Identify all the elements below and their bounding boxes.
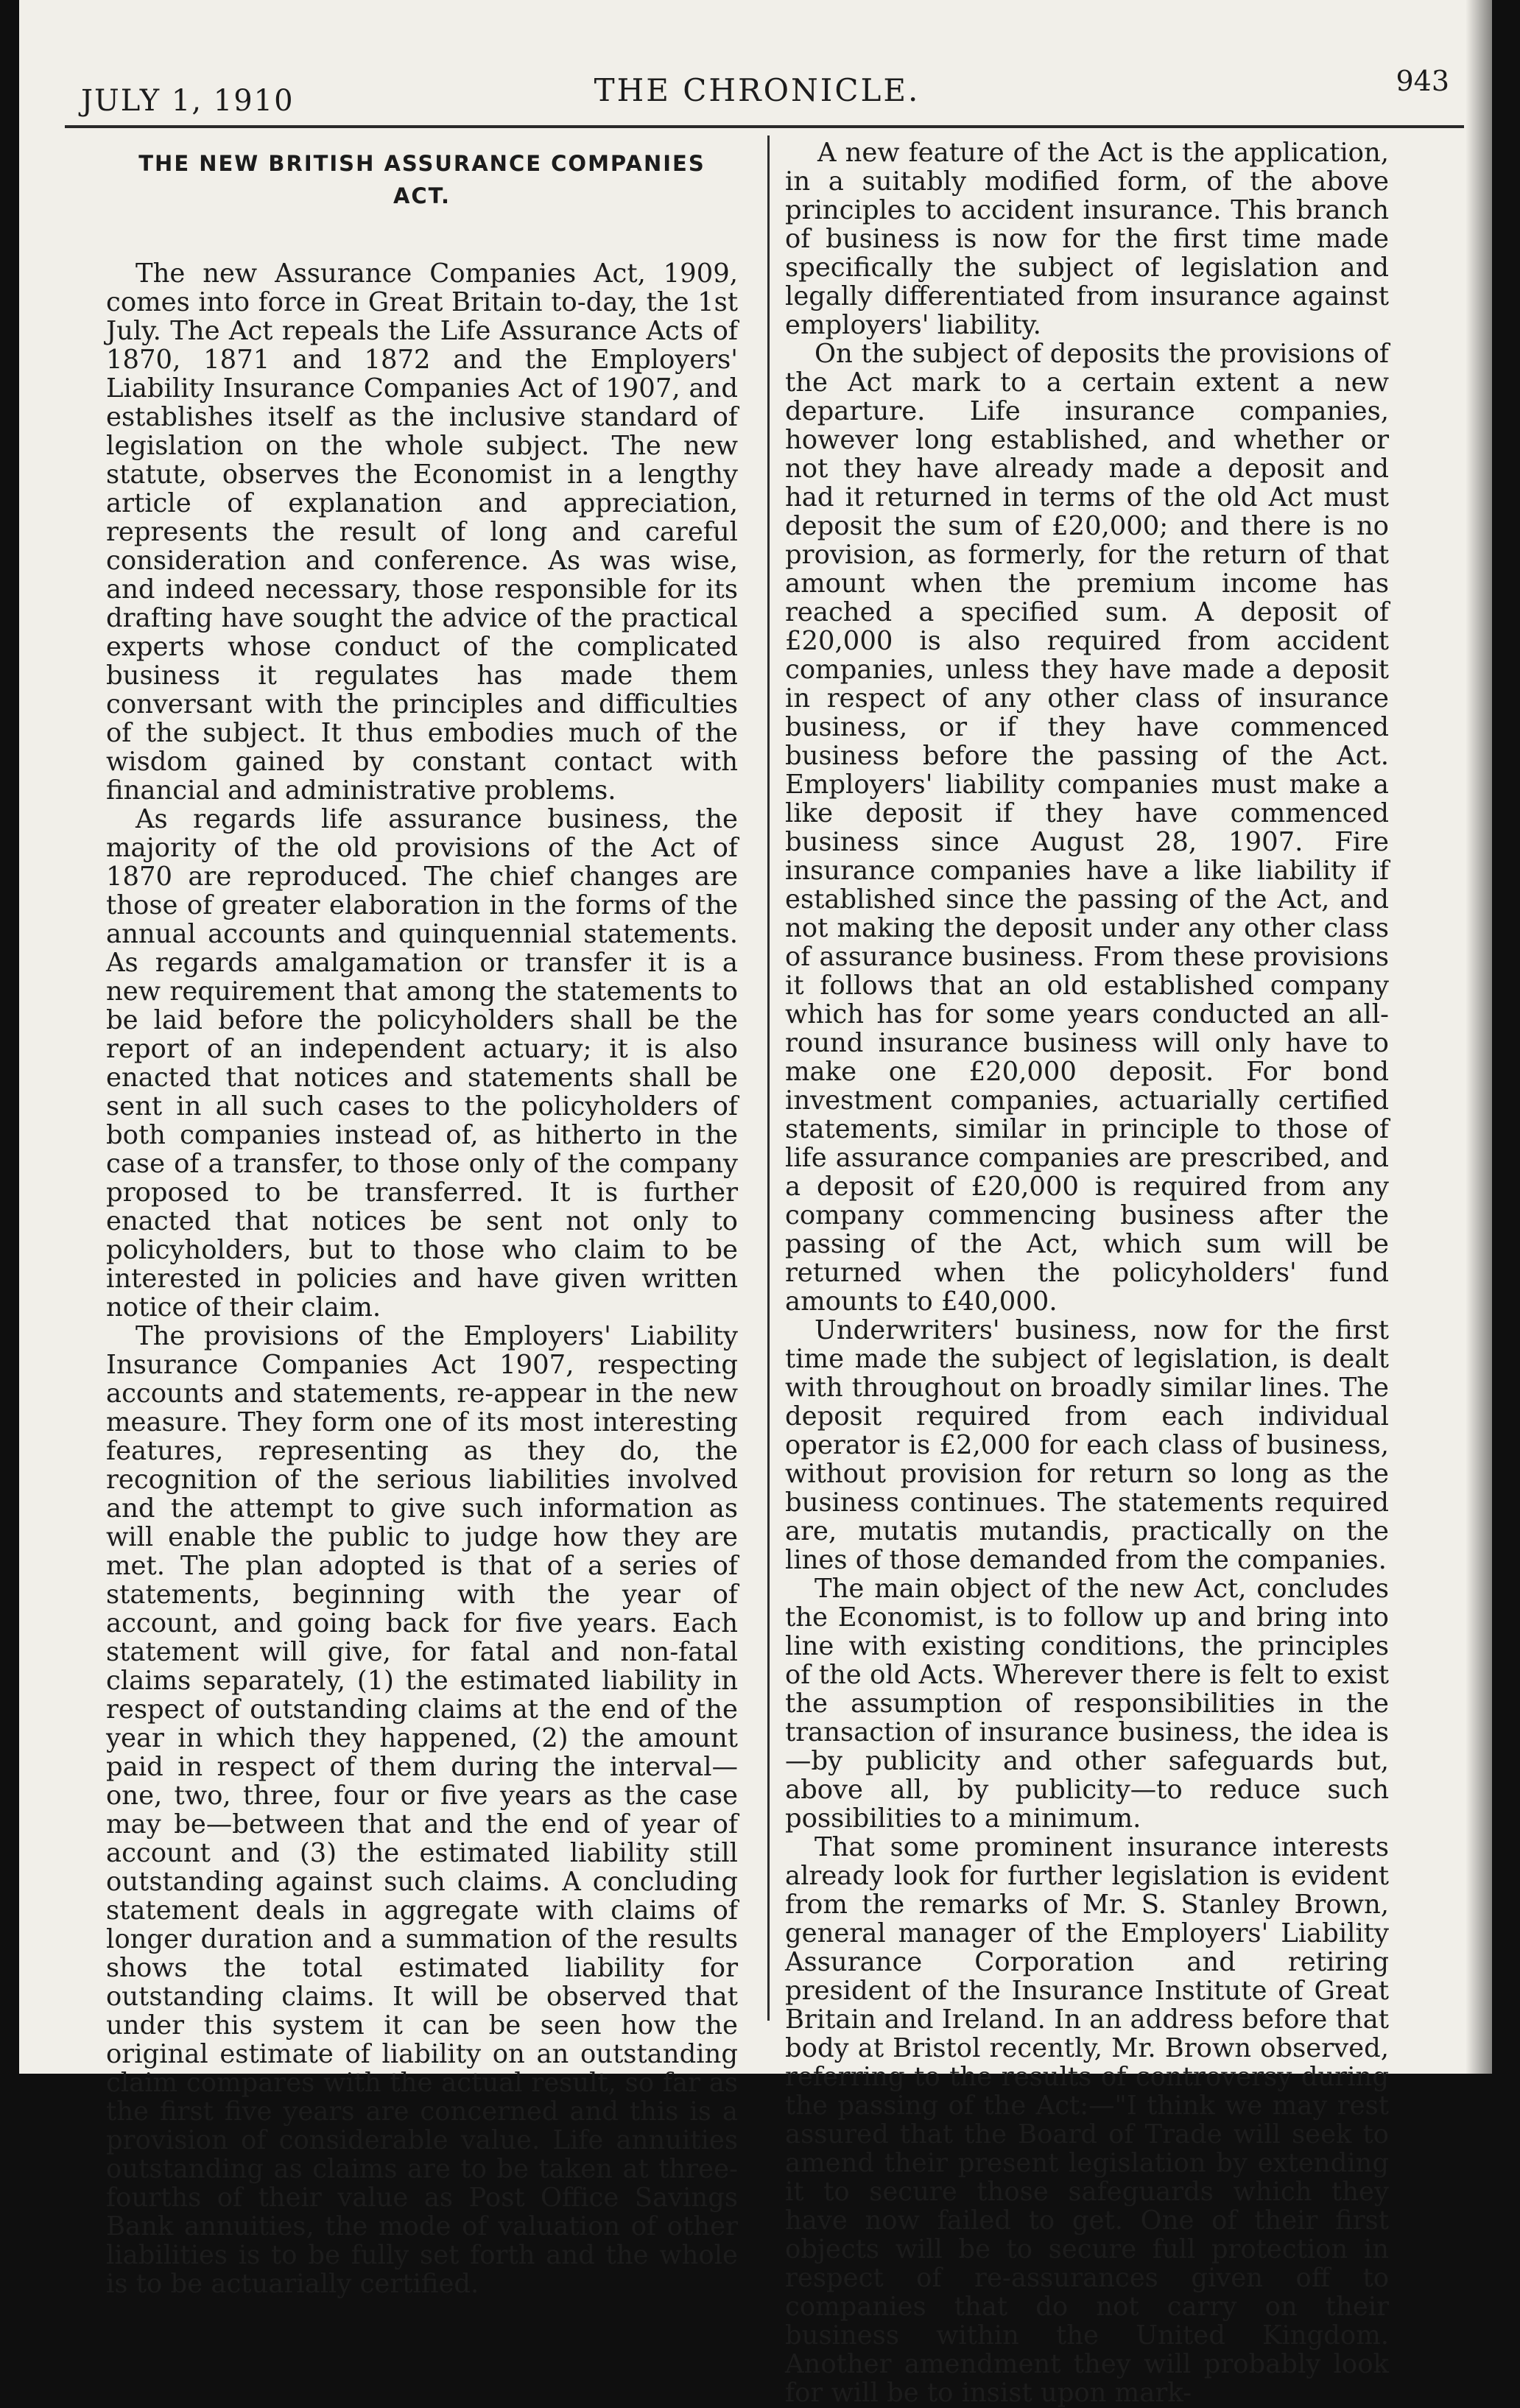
article-title: THE NEW BRITISH ASSURANCE COMPANIES ACT.: [138, 151, 706, 208]
column-divider: [767, 135, 770, 2021]
newspaper-page: [19, 0, 1492, 2408]
issue-date: JULY 1, 1910: [81, 84, 295, 118]
page-header: [65, 65, 1449, 116]
paragraph: The new Assurance Companies Act, 1909, comes into force in Great Britain to-day, the 1st July. The Act repeals the Life Assurance Acts of 1870, 1871 and 1872 and the Employers' Liability Insurance Companies Act of 1907, and establishes itself as the inclusive standard of legislation on the whole subject. The new statute, observes the Economist in a lengthy article of explanation and appreciation, represents the result of long and careful consideration and conference. As was wise, and indeed necessary, those responsible for its drafting have sought the advice of the practical experts whose conduct of the complicated business it regulates has made them conversant with the principles and difficulties of the subject. It thus embodies much of the wisdom gained by constant contact with financial and administrative problems.: [106, 258, 738, 806]
paragraph: On the subject of deposits the provisions of the Act mark to a certain extent a new departure. Life insurance companies, however long established, and whether or not they have already made a deposit and had it returned in terms of the old Act must deposit the sum of £20,000; and there is no provision, as formerly, for the return of that amount when the premium income has reached a specified sum. A deposit of £20,000 is also required from accident companies, unless they have made a deposit in respect of any other class of insurance business, or if they have commenced business before the passing of the Act. Employers' liability companies must make a like deposit if they have commenced business since August 28, 1907. Fire insurance companies have a like liability if established since the passing of the Act, and not making the deposit under any other class of assurance business. From these provisions it follows that an old established company which has for some years conducted an all-round insurance business will only have to make one £20,000 deposit. For bond investment companies, actuarially certified statements, similar in principle to those of life assurance companies are prescribed, and a deposit of £20,000 is required from any company commencing business after the passing of the Act, which sum will be returned when the policyholders' fund amounts to £40,000.: [785, 339, 1389, 1317]
page-number: 943: [1396, 65, 1449, 97]
paragraph: That some prominent insurance interests already look for further legislation is evident from the remarks of Mr. S. Stanley Brown, general manager of the Employers' Liability Assurance Corporation and retiring president of the Insurance Institute of Great Britain and Ireland. In an address before that body at Bristol recently, Mr. Brown observed, referring to the results of controversy during the passing of the Act:—"I think we may rest assured that the Board of Trade will seek to amend their present legislation by extending it to secure those safeguards which they have now failed to get. One of their first objects will be to secure full protection in respect of re-assurances given off to companies that do not carry on their business within the United Kingdom. Another amendment they will probably look for will be to insist upon mark-: [785, 1832, 1389, 2408]
paragraph: Underwriters' business, now for the first time made the subject of legislation, is dealt with throughout on broadly similar lines. The deposit required from each individual operator is £2,000 for each class of business, without provision for return so long as the business continues. The statements required are, mutatis mutandis, practically on the lines of those demanded from the companies.: [785, 1315, 1389, 1575]
paragraph: The provisions of the Employers' Liability Insurance Companies Act 1907, respecting accounts and statements, re-appear in the new measure. They form one of its most interesting features, representing as they do, the recognition of the serious liabilities involved and the attempt to give such information as will enable the public to judge how they are met. The plan adopted is that of a series of statements, beginning with the year of account, and going back for five years. Each statement will give, for fatal and non-fatal claims separately, (1) the estimated liability in respect of outstanding claims at the end of the year in which they happened, (2) the amount paid in respect of them during the interval—one, two, three, four or five years as the case may be—between that and the end of year of account and (3) the estimated liability still outstanding against such claims. A concluding statement deals in aggregate with claims of longer duration and a summation of the results shows the total estimated liability for outstanding claims. It will be observed that under this system it can be seen how the original estimate of liability on an outstanding claim compares with the actual result, so far as the first five years are concerned and this is a provision of considerable value. Life annuities outstanding as claims are to be taken at three-fourths of their value as Post Office Savings Bank annuities, the mode of valuation of other liabilities is to be fully set forth and the whole is to be actuarially certified.: [106, 1321, 738, 2299]
page-edge-shadow: [1466, 0, 1492, 2074]
journal-title: THE CHRONICLE.: [594, 72, 921, 108]
header-rule: [65, 125, 1464, 128]
paragraph: A new feature of the Act is the application, in a suitably modified form, of the above principles to accident insurance. This branch of business is now for the first time made specifically the subject of legislation and legally differentiated from insurance against employers' liability.: [785, 138, 1389, 340]
paragraph: The main object of the new Act, concludes the Economist, is to follow up and bring into line with existing conditions, the principles of the old Acts. Wherever there is felt to exist the assumption of responsibilities in the transaction of insurance business, the idea is—by publicity and other safeguards but, above all, by publicity—to reduce such possibilities to a minimum.: [785, 1574, 1389, 1834]
left-column: [106, 138, 738, 2298]
paragraph: As regards life assurance business, the majority of the old provisions of the Act of 1870 are reproduced. The chief changes are those of greater elaboration in the forms of the annual accounts and quinquennial statements. As regards amalgamation or transfer it is a new requirement that among the statements to be laid before the policyholders shall be the report of an independent actuary; it is also enacted that notices and statements shall be sent in all such cases to the policyholders of both companies instead of, as hitherto in the case of a transfer, to those only of the company proposed to be transferred. It is further enacted that notices be sent not only to policyholders, but to those who claim to be interested in policies and have given written notice of their claim.: [106, 804, 738, 1323]
right-column: [785, 138, 1389, 2407]
